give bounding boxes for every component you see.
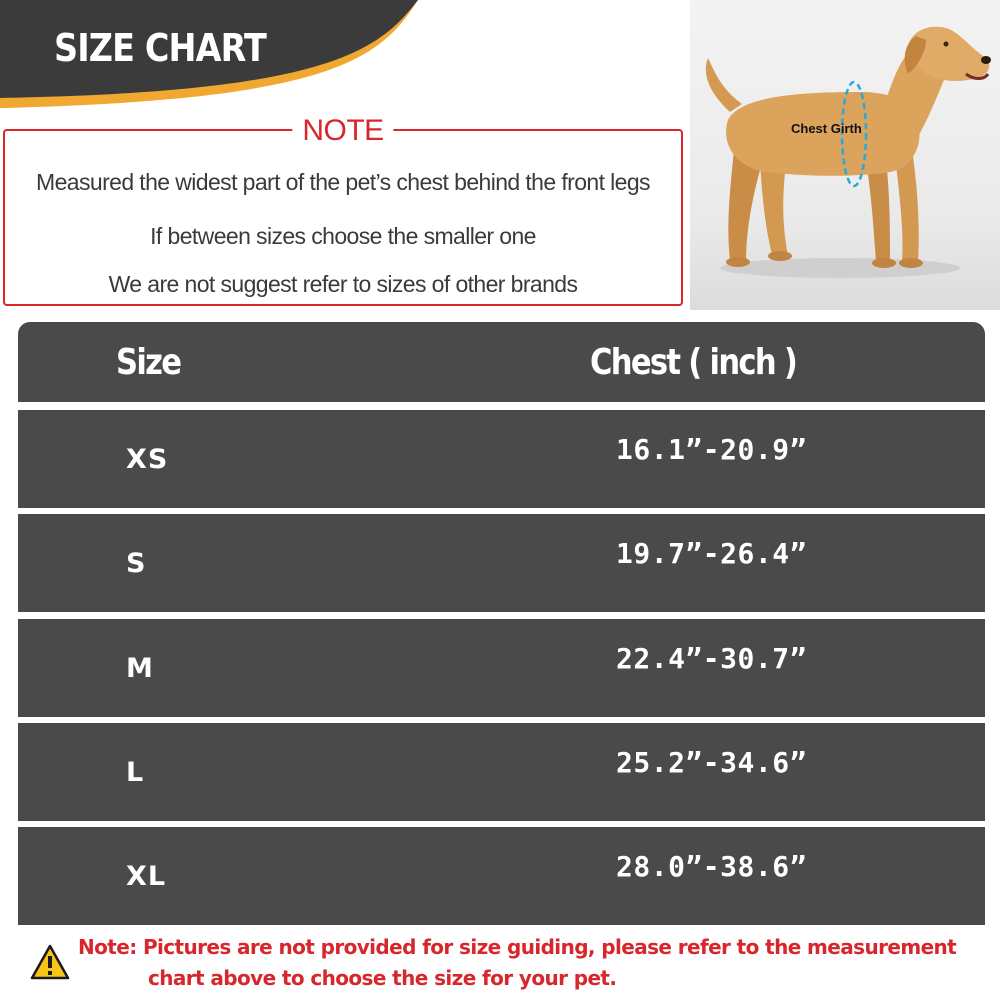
column-header-chest: Chest ( inch ): [590, 341, 797, 383]
footer-note: [78, 932, 993, 994]
page-title: SIZE CHART: [54, 26, 266, 70]
table-row: [18, 723, 985, 821]
chest-cell: 19.7”-26.4”: [616, 536, 807, 570]
chest-cell: 25.2”-34.6”: [616, 745, 807, 779]
size-cell: S: [126, 547, 147, 579]
footer-note-line: chart above to choose the size for your pet.: [148, 966, 617, 990]
note-line: Measured the widest part of the pet’s chest behind the front legs: [36, 169, 650, 195]
header-banner: [0, 0, 440, 112]
note-line: If between sizes choose the smaller one: [150, 223, 536, 249]
table-row: [18, 827, 985, 925]
chest-girth-label: Chest Girth: [791, 121, 862, 136]
warning-triangle-icon: [30, 944, 70, 980]
table-row: [18, 514, 985, 612]
footer-note-line: Note: Pictures are not provided for size guiding, please refer to the measurement: [78, 935, 957, 959]
dog-photo: [690, 0, 1000, 310]
size-cell: L: [126, 756, 145, 788]
table-row: [18, 619, 985, 717]
chest-cell: 16.1”-20.9”: [616, 432, 807, 466]
size-cell: XS: [126, 443, 169, 475]
chest-cell: 22.4”-30.7”: [616, 641, 807, 675]
table-row: [18, 410, 985, 508]
note-heading: NOTE: [292, 114, 393, 148]
note-box: [3, 114, 683, 306]
column-header-size: Size: [116, 341, 181, 383]
size-cell: XL: [126, 860, 167, 892]
note-line: We are not suggest refer to sizes of other brands: [108, 271, 578, 297]
chest-cell: 28.0”-38.6”: [616, 849, 807, 883]
size-cell: M: [126, 652, 154, 684]
table-header-row: [18, 322, 985, 402]
dog-illustration: [690, 0, 1000, 310]
